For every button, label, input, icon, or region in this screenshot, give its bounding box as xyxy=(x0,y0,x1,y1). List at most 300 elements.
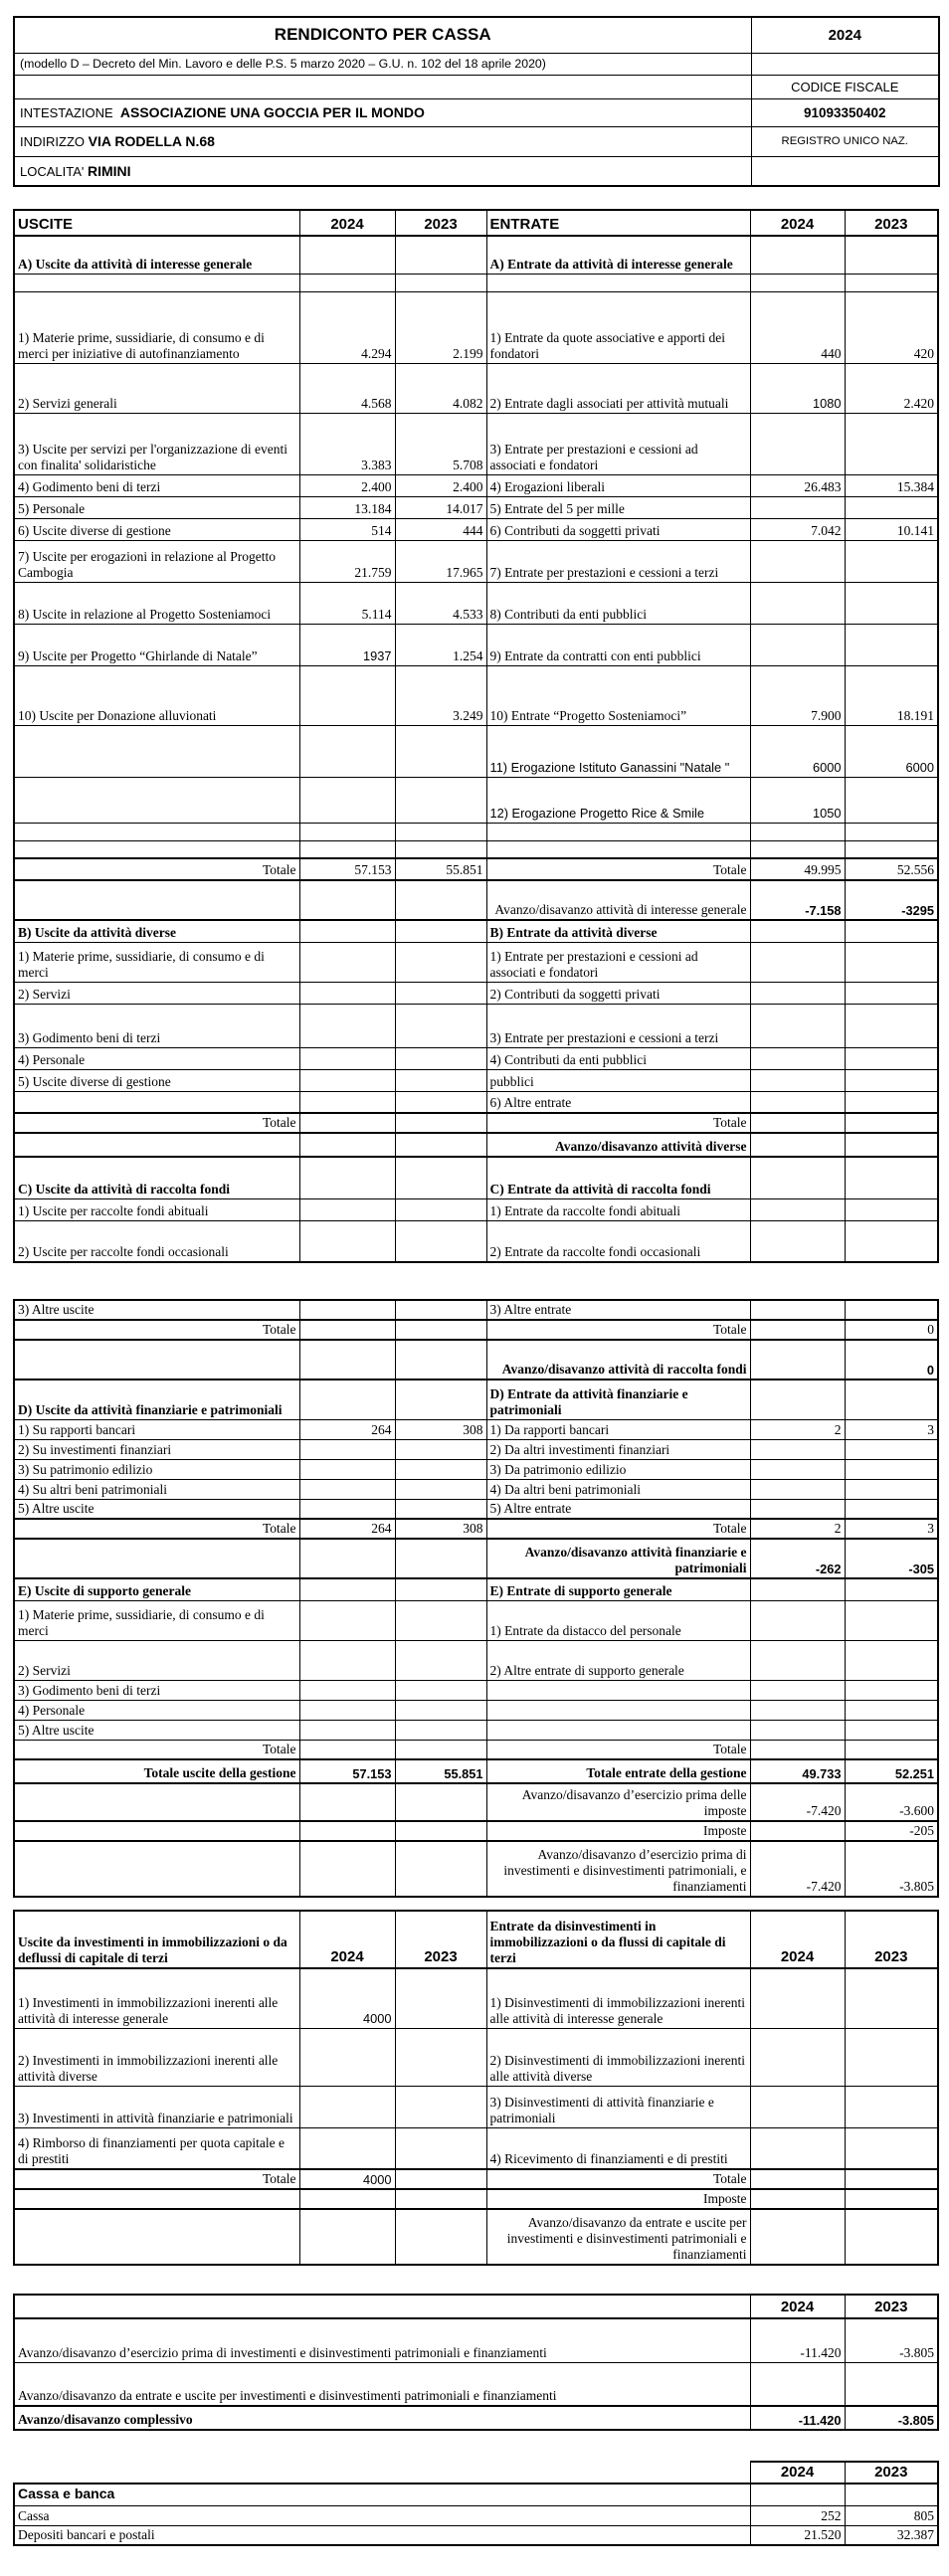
gestione1-cell-r8c2: 13.184 xyxy=(299,496,395,518)
gestione2-cell-r1c6 xyxy=(845,1300,938,1320)
table-row xyxy=(14,496,938,518)
header-indirizzo-row xyxy=(14,126,939,156)
table-row xyxy=(14,1968,938,2028)
investimenti-cell-r6c1: Totale xyxy=(14,2169,299,2189)
table-row xyxy=(14,2462,938,2484)
gestione1-cell-r26c5 xyxy=(750,1091,845,1113)
gestione1-cell-r25c1: 5) Uscite diverse di gestione xyxy=(14,1069,299,1091)
gestione1-cell-r19c3 xyxy=(395,880,486,920)
gestione2-cell-r2c6: 0 xyxy=(845,1320,938,1340)
table-row xyxy=(14,1539,938,1578)
gestione1-cell-r27c6 xyxy=(845,1113,938,1133)
gestione1-cell-r16c2 xyxy=(299,823,395,840)
gestione1-cell-r22c2 xyxy=(299,982,395,1004)
investimenti-cell-r1c4: Entrate da disinvestimenti in immobilizzazioni o da flussi di capitale di terzi xyxy=(486,1911,750,1968)
gestione1-cell-r30c3 xyxy=(395,1198,486,1220)
investimenti-cell-r1c2: 2024 xyxy=(299,1911,395,1968)
gestione2-cell-r14c1: 2) Servizi xyxy=(14,1640,299,1680)
gestione1-cell-r15c4: 12) Erogazione Progetto Rice & Smile xyxy=(486,777,750,823)
gestione2-cell-r12c2 xyxy=(299,1578,395,1600)
gestione2-cell-r9c1: 5) Altre uscite xyxy=(14,1499,299,1519)
gestione1-cell-r17c4 xyxy=(486,840,750,858)
gestione1-cell-r30c2 xyxy=(299,1198,395,1220)
riepilogo-cell-r2c3: -3.805 xyxy=(845,2318,938,2362)
table-row xyxy=(14,1220,938,1262)
gestione1-cell-r25c6 xyxy=(845,1069,938,1091)
cassa-cell-r2c3 xyxy=(845,2484,938,2505)
gestione2-cell-r17c4 xyxy=(486,1720,750,1740)
page-title: RENDICONTO PER CASSA xyxy=(14,17,751,53)
investimenti-cell-r4c3 xyxy=(395,2086,486,2127)
gestione2-cell-r15c4 xyxy=(486,1680,750,1700)
investimenti-cell-r3c4: 2) Disinvestimenti di immobilizzazioni inerenti alle attività diverse xyxy=(486,2028,750,2086)
gestione2-cell-r21c1 xyxy=(14,1821,299,1841)
empty-cell xyxy=(751,156,939,186)
localita-value: RIMINI xyxy=(88,162,131,179)
investimenti-cell-r3c2 xyxy=(299,2028,395,2086)
gestione2-cell-r5c2: 264 xyxy=(299,1419,395,1439)
gestione1-cell-r24c5 xyxy=(750,1047,845,1069)
gestione2-cell-r11c5: -262 xyxy=(750,1539,845,1578)
table-row xyxy=(14,624,938,665)
gestione2-cell-r8c4: 4) Da altri beni patrimoniali xyxy=(486,1479,750,1499)
table-row xyxy=(14,1047,938,1069)
investimenti-cell-r5c2 xyxy=(299,2127,395,2169)
gestione1-cell-r11c6 xyxy=(845,582,938,624)
gestione2-cell-r13c4: 1) Entrate da distacco del personale xyxy=(486,1600,750,1640)
investimenti-cell-r4c2 xyxy=(299,2086,395,2127)
cassa-cell-r2c2 xyxy=(750,2484,845,2505)
gestione1-cell-r20c3 xyxy=(395,920,486,942)
gestione1-cell-r5c3: 4.082 xyxy=(395,363,486,413)
gestione2-cell-r13c3 xyxy=(395,1600,486,1640)
gestione2-cell-r5c5: 2 xyxy=(750,1419,845,1439)
gestione2-cell-r22c2 xyxy=(299,1841,395,1897)
gestione2-cell-r7c5 xyxy=(750,1459,845,1479)
investimenti-cell-r4c6 xyxy=(845,2086,938,2127)
cassa-cell-r1c1 xyxy=(14,2462,750,2484)
gestione1-cell-r16c3 xyxy=(395,823,486,840)
gestione1-cell-r23c1: 3) Godimento beni di terzi xyxy=(14,1004,299,1047)
table-row xyxy=(14,291,938,363)
gestione1-cell-r19c2 xyxy=(299,880,395,920)
gestione1-cell-r15c6 xyxy=(845,777,938,823)
gestione2-cell-r20c2 xyxy=(299,1783,395,1821)
gestione2-cell-r17c6 xyxy=(845,1720,938,1740)
gestione2-cell-r3c4: Avanzo/disavanzo attività di raccolta fondi xyxy=(486,1340,750,1380)
gestione1-cell-r2c2 xyxy=(299,236,395,274)
gestione1-cell-r2c5 xyxy=(750,236,845,274)
gestione1-cell-r22c4: 2) Contributi da soggetti privati xyxy=(486,982,750,1004)
gestione-table-2 xyxy=(13,1299,938,1898)
investimenti-cell-r2c3 xyxy=(395,1968,486,2028)
gestione2-cell-r21c5 xyxy=(750,1821,845,1841)
gestione1-cell-r13c5: 7.900 xyxy=(750,665,845,725)
gestione1-cell-r21c6 xyxy=(845,942,938,982)
gestione1-cell-r14c1 xyxy=(14,725,299,777)
table-row xyxy=(14,474,938,496)
gestione2-cell-r19c3: 55.851 xyxy=(395,1759,486,1783)
gestione2-cell-r2c5 xyxy=(750,1320,845,1340)
gestione2-cell-r2c3 xyxy=(395,1320,486,1340)
gestione2-cell-r3c2 xyxy=(299,1340,395,1380)
table-row xyxy=(14,1600,938,1640)
table-row xyxy=(14,1419,938,1439)
gestione2-cell-r6c4: 2) Da altri investimenti finanziari xyxy=(486,1439,750,1459)
table-row xyxy=(14,540,938,582)
gestione1-cell-r16c4 xyxy=(486,823,750,840)
gestione2-cell-r7c6 xyxy=(845,1459,938,1479)
table-row xyxy=(14,1157,938,1198)
investimenti-cell-r5c5 xyxy=(750,2127,845,2169)
gestione1-cell-r23c2 xyxy=(299,1004,395,1047)
gestione1-cell-r27c3 xyxy=(395,1113,486,1133)
gestione2-cell-r15c5 xyxy=(750,1680,845,1700)
table-row xyxy=(14,1340,938,1380)
gestione1-cell-r30c6 xyxy=(845,1198,938,1220)
gestione2-cell-r10c5: 2 xyxy=(750,1519,845,1539)
cassa-cell-r4c3: 32.387 xyxy=(845,2525,938,2545)
table-row xyxy=(14,582,938,624)
gestione1-cell-r5c2: 4.568 xyxy=(299,363,395,413)
gestione1-cell-r24c1: 4) Personale xyxy=(14,1047,299,1069)
table-row xyxy=(14,363,938,413)
gestione1-cell-r16c1 xyxy=(14,823,299,840)
gestione1-cell-r13c2 xyxy=(299,665,395,725)
riepilogo-cell-r4c1: Avanzo/disavanzo complessivo xyxy=(14,2406,750,2430)
gestione1-cell-r9c3: 444 xyxy=(395,518,486,540)
gestione1-cell-r23c4: 3) Entrate per prestazioni e cessioni a terzi xyxy=(486,1004,750,1047)
gestione1-cell-r22c3 xyxy=(395,982,486,1004)
gestione1-cell-r10c2: 21.759 xyxy=(299,540,395,582)
gestione1-cell-r4c5: 440 xyxy=(750,291,845,363)
indirizzo-cell xyxy=(14,126,751,156)
gestione2-cell-r8c3 xyxy=(395,1479,486,1499)
gestione1-cell-r6c3: 5.708 xyxy=(395,413,486,474)
table-row xyxy=(14,236,938,274)
gestione2-cell-r16c2 xyxy=(299,1700,395,1720)
gestione1-cell-r26c1 xyxy=(14,1091,299,1113)
gestione1-cell-r13c3: 3.249 xyxy=(395,665,486,725)
gestione1-cell-r25c2 xyxy=(299,1069,395,1091)
gestione2-cell-r11c3 xyxy=(395,1539,486,1578)
gestione2-cell-r12c3 xyxy=(395,1578,486,1600)
investimenti-cell-r1c5: 2024 xyxy=(750,1911,845,1968)
gestione2-cell-r12c1: E) Uscite di supporto generale xyxy=(14,1578,299,1600)
table-row xyxy=(14,2362,938,2406)
gestione2-cell-r21c3 xyxy=(395,1821,486,1841)
gestione1-cell-r11c1: 8) Uscite in relazione al Progetto Sosteniamoci xyxy=(14,582,299,624)
table-row xyxy=(14,725,938,777)
riepilogo-cell-r4c3: -3.805 xyxy=(845,2406,938,2430)
table-row xyxy=(14,2086,938,2127)
table-row xyxy=(14,1680,938,1700)
investimenti-cell-r1c6: 2023 xyxy=(845,1911,938,1968)
gestione2-cell-r3c1 xyxy=(14,1340,299,1380)
gestione1-cell-r29c3 xyxy=(395,1157,486,1198)
gestione2-cell-r17c3 xyxy=(395,1720,486,1740)
gestione2-cell-r4c1: D) Uscite da attività finanziarie e patrimoniali xyxy=(14,1380,299,1419)
investimenti-cell-r6c3 xyxy=(395,2169,486,2189)
riepilogo-cell-r1c1 xyxy=(14,2295,750,2318)
gestione2-cell-r9c6 xyxy=(845,1499,938,1519)
investimenti-cell-r2c6 xyxy=(845,1968,938,2028)
riepilogo-cell-r1c3: 2023 xyxy=(845,2295,938,2318)
investimenti-cell-r8c6 xyxy=(845,2209,938,2265)
report-year: 2024 xyxy=(751,17,939,53)
gestione1-cell-r28c6 xyxy=(845,1133,938,1157)
gestione2-cell-r21c4: Imposte xyxy=(486,1821,750,1841)
gestione1-cell-r6c5 xyxy=(750,413,845,474)
gestione1-cell-r29c2 xyxy=(299,1157,395,1198)
gestione2-cell-r18c6 xyxy=(845,1740,938,1759)
cassa-cell-r2c1: Cassa e banca xyxy=(14,2484,750,2505)
gestione1-cell-r19c6: -3295 xyxy=(845,880,938,920)
gestione2-cell-r16c1: 4) Personale xyxy=(14,1700,299,1720)
gestione1-cell-r12c6 xyxy=(845,624,938,665)
indirizzo-value: VIA RODELLA N.68 xyxy=(88,133,215,149)
gestione1-cell-r3c3 xyxy=(395,274,486,291)
cassa-cell-r3c1: Cassa xyxy=(14,2505,750,2525)
gestione2-cell-r5c3: 308 xyxy=(395,1419,486,1439)
gestione1-cell-r7c4: 4) Erogazioni liberali xyxy=(486,474,750,496)
investimenti-cell-r3c3 xyxy=(395,2028,486,2086)
gestione2-cell-r2c2 xyxy=(299,1320,395,1340)
gestione1-cell-r27c1: Totale xyxy=(14,1113,299,1133)
gestione1-cell-r16c6 xyxy=(845,823,938,840)
codice-fiscale-value: 91093350402 xyxy=(751,98,939,126)
table-row xyxy=(14,2189,938,2209)
gestione2-cell-r20c6: -3.600 xyxy=(845,1783,938,1821)
gestione2-cell-r7c4: 3) Da patrimonio edilizio xyxy=(486,1459,750,1479)
gestione1-cell-r28c1 xyxy=(14,1133,299,1157)
gestione1-cell-r11c3: 4.533 xyxy=(395,582,486,624)
table-row xyxy=(14,1519,938,1539)
gestione1-cell-r6c2: 3.383 xyxy=(299,413,395,474)
gestione1-cell-r22c6 xyxy=(845,982,938,1004)
gestione2-cell-r20c3 xyxy=(395,1783,486,1821)
gestione1-cell-r20c6 xyxy=(845,920,938,942)
riepilogo-cell-r2c1: Avanzo/disavanzo d’esercizio prima di investimenti e disinvestimenti patrimoniali e finanziamenti xyxy=(14,2318,750,2362)
gestione2-cell-r16c5 xyxy=(750,1700,845,1720)
gestione2-cell-r12c4: E) Entrate di supporto generale xyxy=(486,1578,750,1600)
gestione1-cell-r9c2: 514 xyxy=(299,518,395,540)
gestione2-cell-r18c3 xyxy=(395,1740,486,1759)
investimenti-cell-r7c4: Imposte xyxy=(486,2189,750,2209)
gestione1-cell-r24c3 xyxy=(395,1047,486,1069)
table-row xyxy=(14,2525,938,2545)
gestione2-cell-r20c1 xyxy=(14,1783,299,1821)
gestione2-cell-r13c6 xyxy=(845,1600,938,1640)
gestione1-cell-r23c6 xyxy=(845,1004,938,1047)
investimenti-cell-r1c3: 2023 xyxy=(395,1911,486,1968)
table-row xyxy=(14,210,938,236)
investimenti-cell-r5c6 xyxy=(845,2127,938,2169)
investimenti-cell-r5c4: 4) Ricevimento di finanziamenti e di prestiti xyxy=(486,2127,750,2169)
gestione1-cell-r23c5 xyxy=(750,1004,845,1047)
gestione1-cell-r10c3: 17.965 xyxy=(395,540,486,582)
table-row xyxy=(14,777,938,823)
gestione1-cell-r1c6: 2023 xyxy=(845,210,938,236)
gestione1-cell-r2c1: A) Uscite da attività di interesse generale xyxy=(14,236,299,274)
table-row xyxy=(14,1198,938,1220)
gestione2-cell-r3c6: 0 xyxy=(845,1340,938,1380)
gestione1-cell-r29c6 xyxy=(845,1157,938,1198)
table-row xyxy=(14,1380,938,1419)
table-row xyxy=(14,2505,938,2525)
riepilogo-table xyxy=(13,2294,938,2431)
decree-subtitle: (modello D – Decreto del Min. Lavoro e delle P.S. 5 marzo 2020 – G.U. n. 102 del 18 aprile 2020) xyxy=(14,53,751,75)
gestione2-cell-r5c1: 1) Su rapporti bancari xyxy=(14,1419,299,1439)
gestione2-cell-r1c2 xyxy=(299,1300,395,1320)
gestione1-cell-r25c4: pubblici xyxy=(486,1069,750,1091)
codice-fiscale-label: CODICE FISCALE xyxy=(751,75,939,98)
gestione1-cell-r18c5: 49.995 xyxy=(750,858,845,880)
gestione1-cell-r7c1: 4) Godimento beni di terzi xyxy=(14,474,299,496)
gestione2-cell-r11c1 xyxy=(14,1539,299,1578)
gestione2-cell-r5c6: 3 xyxy=(845,1419,938,1439)
gestione2-cell-r15c6 xyxy=(845,1680,938,1700)
table-row xyxy=(14,1113,938,1133)
gestione1-cell-r14c5: 6000 xyxy=(750,725,845,777)
gestione2-cell-r8c5 xyxy=(750,1479,845,1499)
gestione2-cell-r10c2: 264 xyxy=(299,1519,395,1539)
gestione2-cell-r4c4: D) Entrate da attività finanziarie e patrimoniali xyxy=(486,1380,750,1419)
gestione2-cell-r20c5: -7.420 xyxy=(750,1783,845,1821)
table-row xyxy=(14,1841,938,1897)
investimenti-cell-r3c6 xyxy=(845,2028,938,2086)
investimenti-cell-r7c2 xyxy=(299,2189,395,2209)
gestione2-cell-r6c5 xyxy=(750,1439,845,1459)
gestione1-cell-r19c1 xyxy=(14,880,299,920)
header-intestazione-row xyxy=(14,98,939,126)
gestione2-cell-r17c2 xyxy=(299,1720,395,1740)
gestione1-cell-r27c2 xyxy=(299,1113,395,1133)
gestione2-cell-r9c4: 5) Altre entrate xyxy=(486,1499,750,1519)
gestione1-cell-r22c1: 2) Servizi xyxy=(14,982,299,1004)
gestione1-cell-r31c2 xyxy=(299,1220,395,1262)
gestione2-cell-r3c5 xyxy=(750,1340,845,1380)
gestione2-cell-r22c5: -7.420 xyxy=(750,1841,845,1897)
gestione2-cell-r3c3 xyxy=(395,1340,486,1380)
gestione1-cell-r8c4: 5) Entrate del 5 per mille xyxy=(486,496,750,518)
gestione1-cell-r7c6: 15.384 xyxy=(845,474,938,496)
table-row xyxy=(14,2295,938,2318)
gestione2-cell-r19c6: 52.251 xyxy=(845,1759,938,1783)
gestione2-cell-r15c1: 3) Godimento beni di terzi xyxy=(14,1680,299,1700)
table-row xyxy=(14,665,938,725)
investimenti-cell-r8c3 xyxy=(395,2209,486,2265)
gestione1-cell-r31c3 xyxy=(395,1220,486,1262)
table-row xyxy=(14,982,938,1004)
gestione1-cell-r5c1: 2) Servizi generali xyxy=(14,363,299,413)
gestione1-cell-r1c4: ENTRATE xyxy=(486,210,750,236)
gestione2-cell-r12c5 xyxy=(750,1578,845,1600)
cassa-cell-r4c2: 21.520 xyxy=(750,2525,845,2545)
riepilogo-cell-r2c2: -11.420 xyxy=(750,2318,845,2362)
gestione1-cell-r21c1: 1) Materie prime, sussidiarie, di consumo e di merci xyxy=(14,942,299,982)
gestione1-cell-r14c2 xyxy=(299,725,395,777)
gestione1-cell-r24c6 xyxy=(845,1047,938,1069)
gestione2-cell-r8c1: 4) Su altri beni patrimoniali xyxy=(14,1479,299,1499)
gestione2-cell-r6c3 xyxy=(395,1439,486,1459)
gestione1-cell-r21c4: 1) Entrate per prestazioni e cessioni ad associati e fondatori xyxy=(486,942,750,982)
gestione1-cell-r9c4: 6) Contributi da soggetti privati xyxy=(486,518,750,540)
gestione1-cell-r27c4: Totale xyxy=(486,1113,750,1133)
gestione2-cell-r18c2 xyxy=(299,1740,395,1759)
gestione2-cell-r6c6 xyxy=(845,1439,938,1459)
gestione1-cell-r2c4: A) Entrate da attività di interesse generale xyxy=(486,236,750,274)
table-row xyxy=(14,2209,938,2265)
gestione2-cell-r19c5: 49.733 xyxy=(750,1759,845,1783)
table-row xyxy=(14,1720,938,1740)
gestione2-cell-r7c1: 3) Su patrimonio edilizio xyxy=(14,1459,299,1479)
gestione1-cell-r18c3: 55.851 xyxy=(395,858,486,880)
header-subtitle-row xyxy=(14,53,939,75)
intestazione-cell xyxy=(14,98,751,126)
gestione2-cell-r15c2 xyxy=(299,1680,395,1700)
gestione1-cell-r29c4: C) Entrate da attività di raccolta fondi xyxy=(486,1157,750,1198)
gestione1-cell-r5c4: 2) Entrate dagli associati per attività mutuali xyxy=(486,363,750,413)
gestione2-cell-r22c6: -3.805 xyxy=(845,1841,938,1897)
table-row xyxy=(14,1640,938,1680)
gestione1-cell-r20c4: B) Entrate da attività diverse xyxy=(486,920,750,942)
gestione2-cell-r11c6: -305 xyxy=(845,1539,938,1578)
gestione2-cell-r14c5 xyxy=(750,1640,845,1680)
gestione2-cell-r18c5 xyxy=(750,1740,845,1759)
riepilogo-cell-r4c2: -11.420 xyxy=(750,2406,845,2430)
investimenti-cell-r3c1: 2) Investimenti in immobilizzazioni inerenti alle attività diverse xyxy=(14,2028,299,2086)
gestione1-cell-r8c1: 5) Personale xyxy=(14,496,299,518)
investimenti-cell-r6c4: Totale xyxy=(486,2169,750,2189)
gestione1-grid xyxy=(13,209,939,1263)
gestione1-cell-r6c4: 3) Entrate per prestazioni e cessioni ad associati e fondatori xyxy=(486,413,750,474)
gestione1-cell-r29c1: C) Uscite da attività di raccolta fondi xyxy=(14,1157,299,1198)
gestione1-cell-r20c5 xyxy=(750,920,845,942)
gestione1-cell-r3c6 xyxy=(845,274,938,291)
investimenti-cell-r2c5 xyxy=(750,1968,845,2028)
gestione1-cell-r9c5: 7.042 xyxy=(750,518,845,540)
gestione1-cell-r18c2: 57.153 xyxy=(299,858,395,880)
table-row xyxy=(14,2406,938,2430)
cassa-grid xyxy=(13,2461,939,2546)
cassa-cell-r3c3: 805 xyxy=(845,2505,938,2525)
gestione1-cell-r5c5: 1080 xyxy=(750,363,845,413)
table-row xyxy=(14,920,938,942)
gestione1-cell-r28c3 xyxy=(395,1133,486,1157)
gestione2-cell-r22c4: Avanzo/disavanzo d’esercizio prima di investimenti e disinvestimenti patrimoniali, e finanziamenti xyxy=(486,1841,750,1897)
gestione1-cell-r7c3: 2.400 xyxy=(395,474,486,496)
gestione2-cell-r14c3 xyxy=(395,1640,486,1680)
intestazione-label: INTESTAZIONE xyxy=(20,105,113,120)
gestione1-cell-r17c6 xyxy=(845,840,938,858)
gestione2-cell-r16c3 xyxy=(395,1700,486,1720)
table-row xyxy=(14,1783,938,1821)
gestione1-cell-r25c3 xyxy=(395,1069,486,1091)
gestione2-cell-r13c5 xyxy=(750,1600,845,1640)
gestione2-cell-r14c6 xyxy=(845,1640,938,1680)
gestione1-cell-r1c1: USCITE xyxy=(14,210,299,236)
gestione2-cell-r9c5 xyxy=(750,1499,845,1519)
empty-cell xyxy=(751,53,939,75)
gestione2-cell-r10c3: 308 xyxy=(395,1519,486,1539)
gestione1-cell-r26c6 xyxy=(845,1091,938,1113)
table-row xyxy=(14,1439,938,1459)
gestione2-cell-r2c4: Totale xyxy=(486,1320,750,1340)
gestione2-cell-r9c2 xyxy=(299,1499,395,1519)
gestione2-cell-r10c6: 3 xyxy=(845,1519,938,1539)
gestione2-cell-r4c3 xyxy=(395,1380,486,1419)
